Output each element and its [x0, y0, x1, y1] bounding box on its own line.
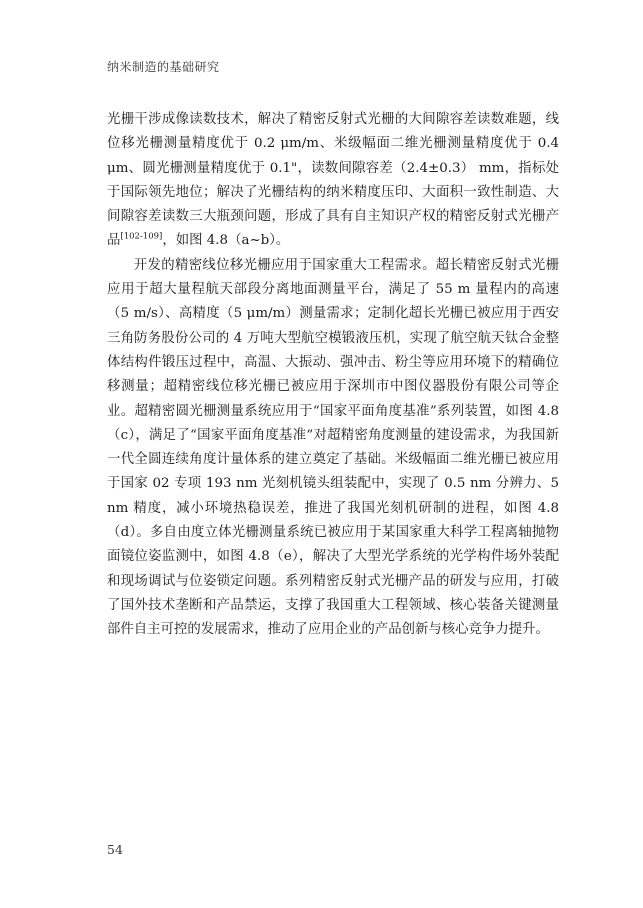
paragraph-continued	[107, 108, 559, 254]
running-header: 纳米制造的基础研究	[107, 60, 220, 74]
paragraph-applications: 开发的精密线位移光栅应用于国家重大工程需求。超长精密反射式光栅应用于超大量程航天部段分离地面测量平台，满足了 55 m 量程内的高速（5 m/s）、高精度（5 μm/m）测量需求；定制化超长光栅已被应用于西安三角防务股份公司的 4 万吨大型航空模锻液压机，实现了航空航天钛合金整体结构件锻压过程中，高温、大振动、强冲击、粉尘等应用环境下的精确位移测量；超精密线位移光栅已被应用于深圳市中图仪器股份有限公司等企业。超精密圆光栅测量系统应用于“国家平面角度基准”系列装置，如图 4.8（c），满足了“国家平面角度基准”对超精密角度测量的建设需求，为我国新一代全圆连续角度计量体系的建立奠定了基础。米级幅面二维光栅已被应用于国家 02 专项 193 nm 光刻机镜头组装配中，实现了 0.5 nm 分辨力、5 nm 精度，减小环境热稳误差，推进了我国光刻机研制的进程，如图 4.8（d）。多自由度立体光栅测量系统已被应用于某国家重大科学工程离轴抛物面镜位姿监测中，如图 4.8（e），解决了大型光学系统的光学构件场外装配和现场调试与位姿锁定问题。系列精密反射式光栅产品的研发与应用，打破了国外技术垄断和产品禁运，支撑了我国重大工程领域、核心装备关键测量部件自主可控的发展需求，推动了应用企业的产品创新与核心竞争力提升。	[107, 257, 559, 638]
figure-reference-text: ，如图 4.8（a~b）。	[162, 233, 290, 249]
citation-reference: [102-109]	[120, 232, 163, 243]
paragraph-text: 光栅干涉成像读数技术，解决了精密反射式光栅的大间隙容差读数难题，线位移光栅测量精度优于 0.2 μm/m、米级幅面二维光栅测量精度优于 0.4 μm、圆光栅测量精度优于 0.1"，读数间隙容差（2.4±0.3） mm，指标处于国际领先地位；解决了光栅结构的纳米精度压印、大面积一致性制造、大间隙容差读数三大瓶颈问题，形成了具有自主知识产权的精密反射式光栅产品	[107, 112, 559, 249]
page-number: 54	[107, 842, 123, 857]
body-text	[107, 108, 559, 643]
